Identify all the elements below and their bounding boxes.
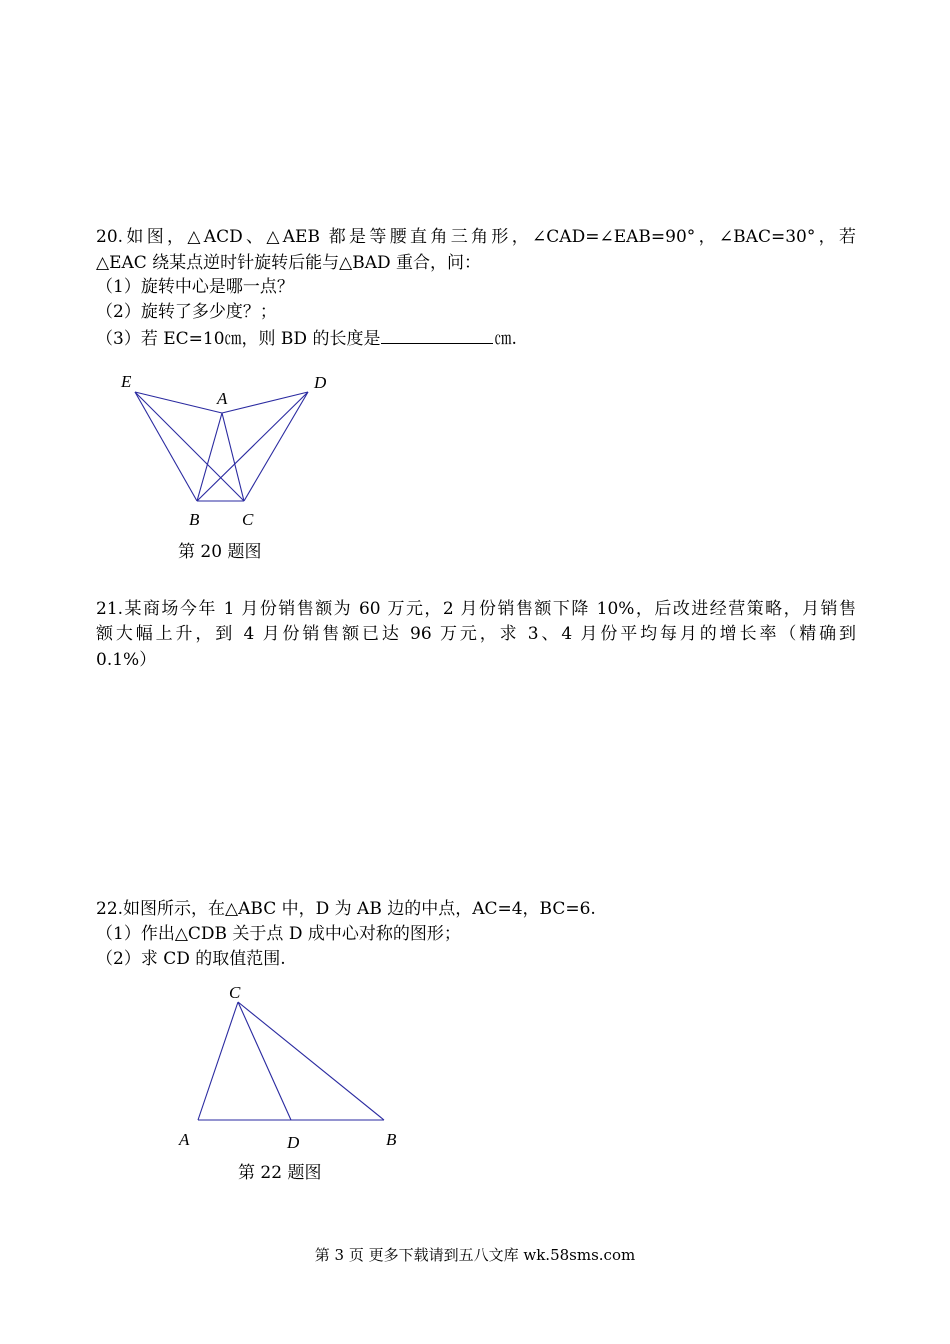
q21-line-3: 0.1%） [96,650,157,670]
segment-DB [197,392,308,501]
q22-line-1: 22.如图所示，在△ABC 中，D 为 AB 边的中点，AC=4，BC=6. [96,899,596,919]
segment-CB [238,1002,384,1120]
q22-figure [170,980,410,1160]
segment-EC [135,392,244,501]
label-C: C [242,510,254,529]
segment-CD [238,1002,291,1120]
q21-line-2: 额大幅上升，到 4 月份销售额已达 96 万元，求 3、4 月份平均每月的增长率（精确到 [96,624,856,644]
q20-sub-3-unit: ㎝. [494,329,517,349]
q22-figure-caption: 第 22 题图 [238,1163,322,1183]
q20-sub-3 [96,325,517,351]
segment-AC [222,413,244,501]
label-B: B [386,1130,397,1149]
label-C: C [229,983,241,1002]
label-B: B [189,510,200,529]
segment-DC [244,392,308,501]
q20-sub-2: （2）旋转了多少度？； [96,302,277,322]
page-footer: 第 3 页 更多下载请到五八文库 wk.58sms.com [314,1246,636,1264]
q20-sub-1: （1）旋转中心是哪一点？ [96,277,294,297]
segment-CA [198,1002,238,1120]
segment-AD [222,392,308,413]
q20-sub-3-text: （3）若 EC=10㎝，则 BD 的长度是 [96,329,381,349]
q20-line-2: △EAC 绕某点逆时针旋转后能与△BAD 重合，问： [96,253,482,273]
label-D: D [287,1133,300,1152]
label-A: A [179,1130,190,1149]
q21-line-1: 21.某商场今年 1 月份销售额为 60 万元，2 月份销售额下降 10%，后改进经营策略，月销售 [96,599,856,619]
answer-blank [381,325,493,344]
q20-line-1: 20.如图，△ACD、△AEB 都是等腰直角三角形，∠CAD=∠EAB=90°，∠BAC=30°，若 [96,227,856,247]
q22-sub-2: （2）求 CD 的取值范围. [96,949,286,969]
segment-EB [135,392,197,501]
q20-figure [100,360,360,540]
q20-figure-caption: 第 20 题图 [178,542,262,562]
label-E: E [121,372,132,391]
label-D: D [314,373,327,392]
q22-sub-1: （1）作出△CDB 关于点 D 成中心对称的图形； [96,924,461,944]
label-A: A [217,389,228,408]
segment-EA [135,392,222,413]
